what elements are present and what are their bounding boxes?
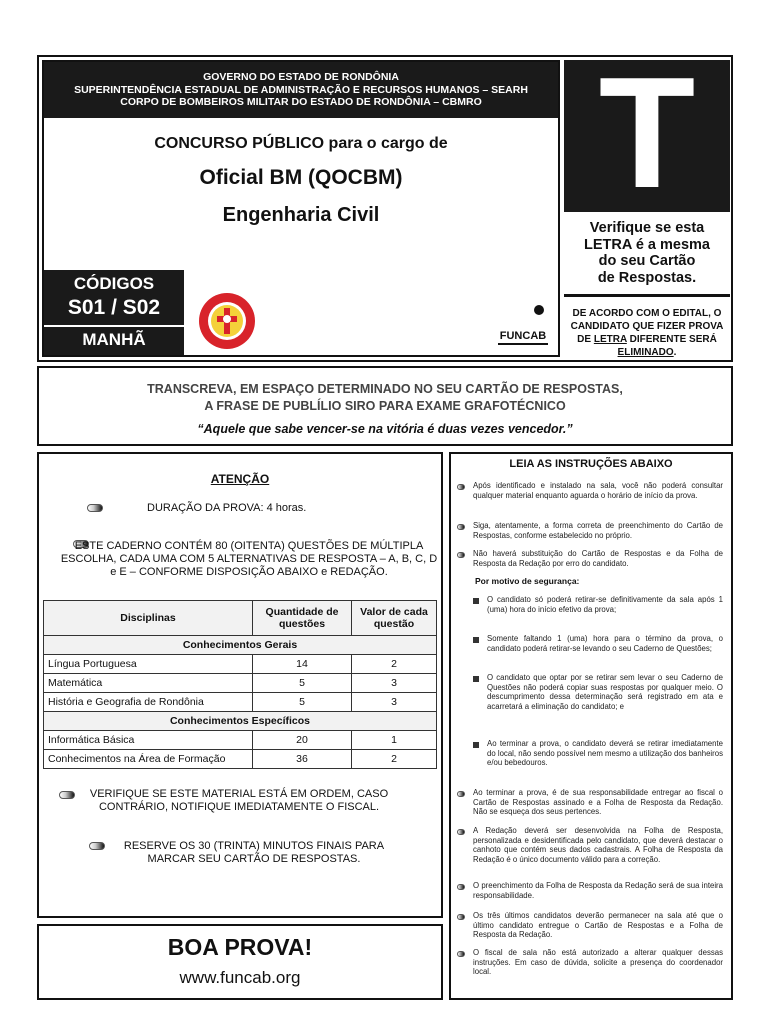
attention-title: ATENÇÃO — [210, 472, 270, 486]
edict-eliminated-word: ELIMINADO — [617, 347, 674, 358]
table-row — [44, 731, 437, 750]
table-section-row — [44, 636, 437, 655]
discipline-name: Língua Portuguesa — [44, 655, 253, 674]
verify-line: de Respostas. — [597, 269, 697, 286]
reserve-time-note: RESERVE OS 30 (TRINTA) MINUTOS FINAIS PARA MARCAR SEU CARTÃO DE RESPOSTAS. — [123, 840, 385, 865]
gov-line: GOVERNO DO ESTADO DE RONDÔNIA — [203, 71, 399, 83]
content-description: ESTE CADERNO CONTÉM 80 (OITENTA) QUESTÕES DE MÚLTIPLA ESCOLHA, CADA UMA COM 5 ALTERNATIVAS DE RESPOSTA – A, B, C, D e E – CONFORME DISPOSIÇÃO ABAIXO e REDAÇÃO. — [60, 540, 438, 578]
instruction-item: Após identificado e instalado na sala, você não poderá consultar qualquer material enquanto aguarda o horário de início da prova. — [473, 481, 723, 500]
table-section-row — [44, 712, 437, 731]
funcab-logo — [494, 301, 552, 349]
table-row — [44, 674, 437, 693]
verify-material-note: VERIFIQUE SE ESTE MATERIAL ESTÁ EM ORDEM, CASO CONTRÁRIO, NOTIFIQUE IMEDIATAMENTE O FISCAL. — [89, 788, 389, 813]
good-luck-box — [37, 924, 443, 1000]
question-count: 20 — [253, 731, 352, 750]
bullet-icon — [457, 951, 465, 957]
bullet-icon — [457, 914, 465, 920]
discipline-name: Informática Básica — [44, 731, 253, 750]
question-value: 2 — [352, 750, 437, 769]
discipline-name: Matemática — [44, 674, 253, 693]
security-item: Ao terminar a prova, o candidato deverá se retirar imediatamente do local, não sendo possível nem mesmo a utilização dos banheiros e/ou bebedouros. — [487, 739, 723, 767]
bullet-icon — [457, 884, 465, 890]
security-item: O candidato que optar por se retirar sem levar o seu Caderno de Questões não poderá copiar suas respostas por qualquer meio. O descumprimento dessa determinação será registrado em ata e acarretará a eliminação do candidato; e — [487, 673, 723, 711]
bullet-icon — [59, 791, 75, 799]
security-item: O candidato só poderá retirar-se definitivamente da sala após 1 (uma) hora do início efetivo da prova; — [487, 595, 723, 614]
square-bullet-icon — [473, 676, 479, 682]
bullet-icon — [457, 524, 465, 530]
question-count: 5 — [253, 693, 352, 712]
question-count: 36 — [253, 750, 352, 769]
bullet-icon — [87, 504, 103, 512]
verify-letter-note — [564, 220, 730, 286]
instruction-item: Não haverá substituição do Cartão de Respostas e da Folha de Resposta da Redação por erro do candidato. — [473, 549, 723, 568]
discipline-name: História e Geografia de Rondônia — [44, 693, 253, 712]
security-item: Somente faltando 1 (uma) hora para o término da prova, o candidato poderá retirar-se levando o seu Caderno de Questões; — [487, 634, 723, 653]
codes-box — [44, 270, 184, 355]
question-value: 2 — [352, 655, 437, 674]
question-value: 1 — [352, 731, 437, 750]
codes-value: S01 / S02 — [67, 296, 161, 319]
instruction-item: Siga, atentamente, a forma correta de preenchimento do Cartão de Respostas, conforme estabelecido no próprio. — [473, 521, 723, 540]
disciplines-table — [43, 600, 437, 769]
edict-text: . — [673, 347, 677, 358]
exam-letter: T — [598, 45, 696, 221]
column-header: Valor de cada questão — [352, 601, 437, 636]
gov-line: SUPERINTENDÊNCIA ESTADUAL DE ADMINISTRAÇÃO E RECURSOS HUMANOS – SEARH — [74, 83, 528, 96]
fire-department-emblem — [198, 292, 256, 350]
gov-line: CORPO DE BOMBEIROS MILITAR DO ESTADO DE RONDÔNIA – CBMRO — [120, 96, 482, 108]
section-title: Conhecimentos Específicos — [44, 712, 437, 731]
square-bullet-icon — [473, 637, 479, 643]
verify-line: LETRA é a mesma — [584, 236, 710, 253]
contest-title: CONCURSO PÚBLICO para o cargo de — [154, 135, 448, 152]
question-count: 14 — [253, 655, 352, 674]
bullet-icon — [457, 552, 465, 558]
column-header: Disciplinas — [44, 601, 253, 636]
verify-line: Verifique se esta — [589, 220, 705, 236]
table-row — [44, 693, 437, 712]
exam-letter-box — [564, 45, 730, 221]
attention-panel — [37, 452, 443, 918]
letter-divider — [564, 294, 730, 297]
exam-duration: DURAÇÃO DA PROVA: 4 horas. — [147, 502, 307, 514]
question-value: 3 — [352, 693, 437, 712]
edict-text: DIFERENTE SERÁ — [626, 334, 717, 345]
transcription-instruction: A FRASE DE PUBLÍLIO SIRO PARA EXAME GRAFOTÉCNICO — [204, 399, 566, 413]
security-label: Por motivo de segurança: — [475, 576, 580, 586]
instruction-item: O preenchimento da Folha de Resposta da Redação será de sua inteira responsabilidade. — [473, 881, 723, 900]
instruction-item: O fiscal de sala não está autorizado a alterar qualquer dessas instruções. Em caso de dúvida, solicite a presença do coordenador local. — [473, 948, 723, 976]
section-title: Conhecimentos Gerais — [44, 636, 437, 655]
table-row — [44, 750, 437, 769]
funcab-logo-text: FUNCAB — [499, 330, 547, 342]
table-row — [44, 655, 437, 674]
codes-label: CÓDIGOS — [73, 274, 155, 293]
website-url: www.funcab.org — [179, 968, 301, 987]
question-count: 5 — [253, 674, 352, 693]
square-bullet-icon — [473, 742, 479, 748]
edict-letter-word: LETRA — [593, 334, 627, 345]
edict-text: DE ACORDO COM O EDITAL, O CANDIDATO QUE FIZER PROVA DE — [570, 308, 724, 345]
discipline-name: Conhecimentos na Área de Formação — [44, 750, 253, 769]
edict-warning — [564, 307, 730, 359]
bullet-icon — [457, 791, 465, 797]
verify-line: do seu Cartão — [598, 253, 696, 269]
good-luck-title: BOA PROVA! — [167, 934, 313, 960]
instruction-item: A Redação deverá ser desenvolvida na Folha de Resposta, personalizada e desidentificada pelo candidato, que deverá destacar o canhoto que contém seus dados cadastrais. A Folha de Resposta da Redação é o único documento válido para a correção. — [473, 826, 723, 864]
bullet-icon — [457, 829, 465, 835]
codes-divider — [44, 325, 184, 327]
specialty-title: Engenharia Civil — [222, 204, 380, 226]
square-bullet-icon — [473, 598, 479, 604]
bullet-icon — [457, 484, 465, 490]
government-banner — [44, 62, 558, 118]
question-value: 3 — [352, 674, 437, 693]
column-header: Quantidade de questões — [253, 601, 352, 636]
cargo-title: Oficial BM (QOCBM) — [199, 166, 403, 189]
transcription-phrase: “Aquele que sabe vencer-se na vitória é duas vezes vencedor.” — [197, 422, 573, 436]
instruction-item: Ao terminar a prova, é de sua responsabilidade entregar ao fiscal o Cartão de Respostas assinado e a Folha de Resposta da Redação. Não se esqueça dos seus pertences. — [473, 788, 723, 816]
transcription-instruction: TRANSCREVA, EM ESPAÇO DETERMINADO NO SEU CARTÃO DE RESPOSTAS, — [147, 382, 623, 396]
instruction-item: Os três últimos candidatos deverão permanecer na sala até que o último candidato entregue o Cartão de Respostas e a Folha de Resposta da Redação. — [473, 911, 723, 939]
instructions-title: LEIA AS INSTRUÇÕES ABAIXO — [509, 458, 673, 470]
transcription-box — [37, 366, 733, 446]
table-header-row — [44, 601, 437, 636]
instructions-panel — [449, 452, 733, 1000]
exam-period: MANHÃ — [82, 330, 146, 349]
